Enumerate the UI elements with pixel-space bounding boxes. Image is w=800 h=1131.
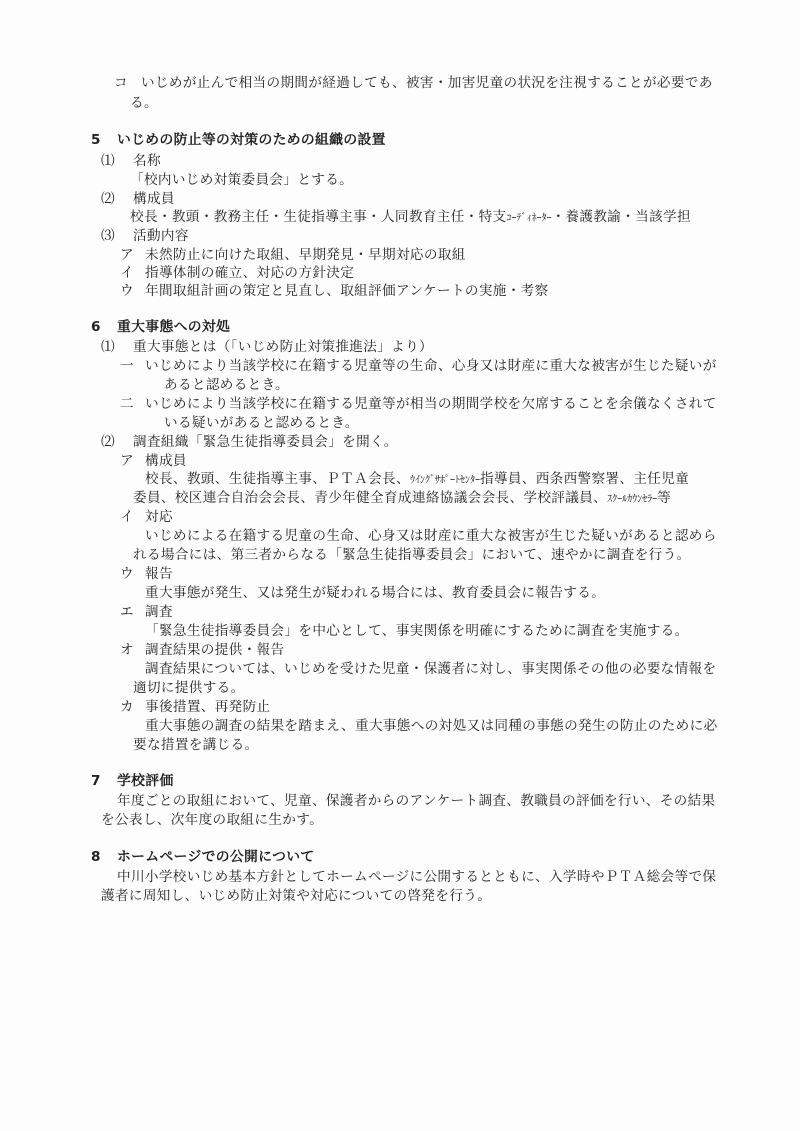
subsection-marker: ⑴ <box>101 153 115 169</box>
item-marker: カ <box>120 699 134 715</box>
subsection-label: 調査組織「緊急生徒指導委員会」を開く。 <box>133 434 398 450</box>
item-marker: オ <box>120 642 134 658</box>
section-title: ホームページでの公開について <box>117 849 315 865</box>
item-marker: コ <box>114 75 128 91</box>
paragraph-line: 重大事態が発生、又は発生が疑われる場合には、教育委員会に報告する。 <box>145 585 606 601</box>
paragraph-line: いじめにより当該学校に在籍する児童等の生命、心身又は財産に重大な被害が生じた疑いが <box>145 358 717 374</box>
item-marker: イ <box>120 509 134 525</box>
text-run-small: ｽｸｰﾙｶｳﾝｾﾗｰ <box>607 494 658 505</box>
paragraph-line <box>133 488 671 510</box>
paragraph-line: 護者に周知し、いじめ防止対策や対応についての啓発を行う。 <box>101 888 492 904</box>
item-marker: イ <box>120 265 134 281</box>
paragraph-line: れる場合には、第三者からなる「緊急生徒指導委員会」において、速やかに調査を行う。 <box>133 547 691 563</box>
item-label: 事後措置、再発防止 <box>145 699 271 715</box>
item-marker: エ <box>120 604 134 620</box>
list-item: 未然防止に向けた取組、早期発見・早期対応の取組 <box>145 247 466 263</box>
item-label: 調査結果の提供・報告 <box>145 642 285 658</box>
paragraph-line: 調査結果については、いじめを受けた児童・保護者に対し、事実関係その他の必要な情報を <box>145 661 717 677</box>
item-marker: ウ <box>120 283 134 299</box>
paragraph-line: いる疑いがあると認めるとき。 <box>164 415 359 431</box>
text-run-small: ｳｲﾝｸﾞｻﾎﾟｰﾄｾﾝﾀｰ <box>409 475 480 486</box>
item-label: 対応 <box>145 509 173 525</box>
text-run: 指導員、西条西警察署、主任児童 <box>479 471 690 487</box>
section-number: 7 <box>91 773 101 789</box>
subsection-label: 活動内容 <box>133 228 189 244</box>
item-marker: 二 <box>120 396 134 412</box>
paragraph-line: 適切に提供する。 <box>133 680 245 696</box>
paragraph-line: 「緊急生徒指導委員会」を中心として、事実関係を明確にするために調査を実施する。 <box>145 623 689 639</box>
subsection-label: 構成員 <box>133 191 175 207</box>
text-run: 校長・教頭・教務主任・生徒指導主事・人同教育主任・特支 <box>130 209 507 225</box>
section-title: 学校評価 <box>117 773 174 789</box>
section-title: 重大事態への対処 <box>117 319 231 335</box>
paragraph-line: 「校内いじめ対策委員会」とする。 <box>130 172 354 188</box>
subsection-label: 名称 <box>133 153 161 169</box>
paragraph-line: 中川小学校いじめ基本方針としてホームページに公開するとともに、入学時やＰＴＡ総会等で保 <box>117 869 717 885</box>
subsection-marker: ⑵ <box>101 191 115 207</box>
paragraph-line: る。 <box>130 95 158 111</box>
text-run: 委員、校区連合自治会会長、青少年健全育成連絡協議会会長、学校評議員、 <box>133 490 608 506</box>
subsection-marker: ⑴ <box>101 339 115 355</box>
paragraph-line: いじめによる在籍する児童の生命、心身又は財産に重大な被害が生じた疑いがあると認めら <box>145 528 717 544</box>
text-run: 校長、教頭、生徒指導主事、ＰＴＡ会長、 <box>145 471 410 487</box>
subsection-label: 重大事態とは（「いじめ防止対策推進法」より） <box>133 339 433 355</box>
section-number: 8 <box>91 849 101 865</box>
item-label: 調査 <box>145 604 173 620</box>
text-run: ・養護教諭・当該学担 <box>551 209 691 225</box>
paragraph-line: 要な措置を講じる。 <box>133 737 259 753</box>
list-item: 指導体制の確立、対応の方針決定 <box>145 265 355 281</box>
section-number: 5 <box>91 132 101 148</box>
paragraph-line: 年度ごとの取組において、児童、保護者からのアンケート調査、教職員の評価を行い、その結果 <box>117 793 716 809</box>
paragraph-line: あると認めるとき。 <box>164 377 289 393</box>
item-label: 報告 <box>145 566 173 582</box>
subsection-marker: ⑶ <box>101 228 115 244</box>
section-number: 6 <box>91 319 101 335</box>
item-marker: ア <box>120 453 134 469</box>
subsection-marker: ⑵ <box>101 434 115 450</box>
section-title: いじめの防止等の対策のための組織の設置 <box>117 132 386 148</box>
text-run-small: ｺｰﾃﾞｨﾈｰﾀｰ <box>506 213 552 224</box>
paragraph-line <box>130 207 691 229</box>
item-label: 構成員 <box>145 453 187 469</box>
paragraph-line: いじめが止んで相当の期間が経過しても、被害・加害児童の状況を注視することが必要であ <box>141 75 713 91</box>
item-marker: ウ <box>120 566 134 582</box>
paragraph-line: を公表し、次年度の取組に生かす。 <box>101 812 324 828</box>
item-marker: ア <box>120 247 134 263</box>
paragraph-line: いじめにより当該学校に在籍する児童等が相当の期間学校を欠席することを余儀なくされて <box>145 396 717 412</box>
text-run: 等 <box>657 490 672 506</box>
item-marker: 一 <box>120 358 134 374</box>
paragraph-line: 重大事態の調査の結果を踏まえ、重大事態への対処又は同種の事態の発生の防止のために必 <box>145 718 718 734</box>
list-item: 年間取組計画の策定と見直し、取組評価アンケートの実施・考察 <box>145 283 549 299</box>
